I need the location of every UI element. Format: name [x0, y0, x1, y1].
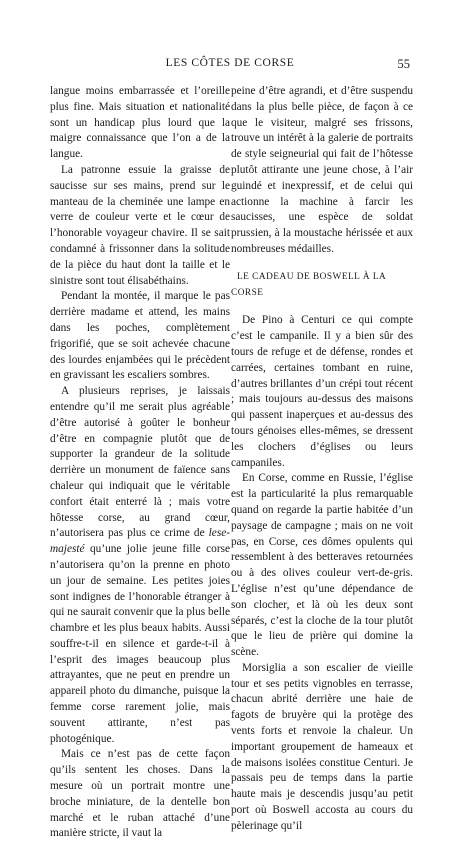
paragraph: peine d’être agrandi, et d’être suspendu dans la plus belle pièce, de façon à ce que le visiteur, malgré ses frissons, trouve un intérêt à la galerie de portraits de style seigneurial qui fait de l’hôtesse plutôt attirante une jeune chose, à l’air guindé et inexpressif, et de celui qui actionne la machine à farcir les saucisses, une espèce de soldat prussien, à la moustache hérissée et aux nombreuses médailles. — [231, 85, 413, 255]
paragraph: La patronne essuie la graisse de saucisse sur ses mains, prend sur le manteau de la cheminée une lampe en verre de couleur verte et le cœur de l’honorable voyageur chavire. Il se sait condamné à frissonner dans la solitude de la pièce du haut dont la taille et le sinistre sont tout élisabéthains. — [50, 163, 230, 287]
paragraph — [50, 384, 230, 747]
left-column — [50, 84, 230, 842]
running-head — [50, 57, 410, 73]
section-heading: LE CADEAU DE BOSWELL À LA CORSE — [231, 271, 386, 298]
paragraph-text: qu’une jolie jeune fille corse n’autorisera qu’on la prenne en photo un jour de semaine. Les petites joies sont indignes de l’honorable étranger à qui ne saurait convenir que la plus belle chambre et les plus beaux habits. Aussi souffre-t-il en silence et garde-t-il à l’esprit des images beaucoup plus attrayantes, que ne peut en prendre un appareil photo du dimanche, puisque la femme corse rarement jolie, mais souvent attirante, n’est pas photogénique. — [50, 543, 230, 745]
paragraph: De Pino à Centuri ce qui compte c’est le campanile. Il y a bien sûr des tours de refuge et de défense, rondes et carrées, certaines tombant en ruine, d’autres brillantes d’un crépi tout récent ; mais toujours au-dessus des maisons qui passent inaperçues et au-dessus des tours génoises elles-mêmes, se dressent les clochers d’églises ou leurs campaniles. — [231, 314, 413, 469]
paragraph: langue moins embarrassée et l’oreille plus fine. Mais situation et nationalité sont un handicap plus lourd que la maigre connaissance que l’on a de la langue. — [50, 85, 230, 161]
paragraph-text: A plusieurs reprises, je laissais entendre qu’il me serait plus agréable d’être autorisé à goûter le bonheur d’être en compagnie plutôt que de supporter la grandeur de la solitude derrière un monument de faïence sans chaleur qui indiquait que le véritable confort était enterré là ; mais votre hôtesse corse, au grand cœur, n’autorisera pas plus ce crime de — [50, 385, 230, 540]
paragraph: Mais ce n’est pas de cette façon qu’ils sentent les choses. Dans la mesure où un portrait montre une broche miniature, de la dentelle bon marché et le ruban attaché d’une manière stricte, il vaut la — [50, 748, 230, 840]
italic-phrase: lese-majesté — [50, 527, 230, 556]
right-column — [231, 84, 413, 835]
page-number: 55 — [397, 57, 410, 71]
paragraph: Morsiglia a son escalier de vieille tour et ses petits vignobles en terrasse, chacun abrité derrière une haie de fagots de bruyère qui la protège des vents forts et renvoie la chaleur. Un important groupement de hameaux et de maisons isolées constitue Centuri. Je passais peu de temps dans la partie haute mais je descendis jusqu’au petit port où Boswell accosta au cours du pèlerinage qu’il — [231, 661, 413, 832]
paragraph: Pendant la montée, il marque le pas derrière madame et attend, les mains dans les poches, complètement frigorifié, que se soit achevée chacune des lourdes enjambées qui le précèdent en gravissant les escaliers sombres. — [50, 290, 230, 382]
running-title: LES CÔTES DE CORSE — [165, 57, 295, 69]
paragraph: En Corse, comme en Russie, l’église est la particularité la plus remarquable quand on regarde la partie habitée d’un paysage de campagne ; mais on ne voit pas, en Corse, ces dômes opulents qui ressemblent à des betteraves retournées ou à des olives couleur vert-de-gris. L’église n’est qu’une dépendance de son clocher, et là où les deux sont séparés, c’est la cloche de la tour plutôt que le lieu de prière qui domine la scène. — [231, 472, 413, 659]
